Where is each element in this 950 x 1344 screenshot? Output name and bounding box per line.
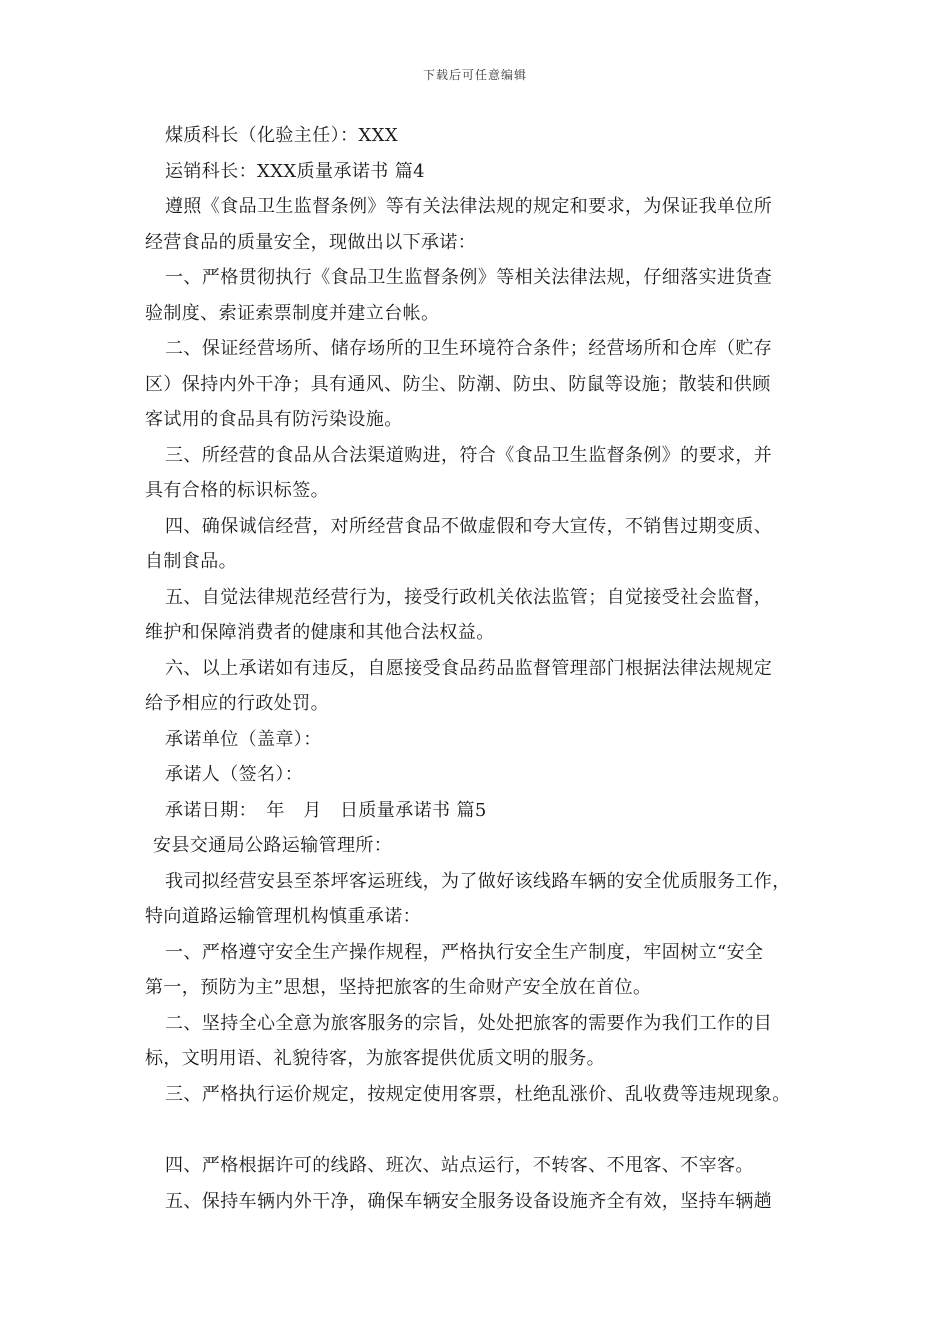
paragraph-line: 特向道路运输管理机构慎重承诺： (145, 906, 421, 927)
paragraph-line: 安县交通局公路运输管理所： (153, 835, 393, 856)
paragraph-line: 给予相应的行政处罚。 (145, 693, 329, 714)
paragraph-line: 五、保持车辆内外干净，确保车辆安全服务设备设施齐全有效，坚持车辆趟 (165, 1190, 773, 1212)
paragraph-line: 自制食品。 (145, 551, 237, 572)
paragraph-line: 一、严格遵守安全生产操作规程，严格执行安全生产制度，牢固树立“安全 (165, 941, 764, 963)
paragraph-line: 承诺单位（盖章）： (165, 728, 322, 750)
paragraph-line: 运销科长：XXX质量承诺书 篇4 (165, 160, 426, 182)
paragraph-line: 维护和保障消费者的健康和其他合法权益。 (145, 622, 495, 643)
paragraph-line: 具有合格的标识标签。 (145, 480, 329, 501)
paragraph-line: 标，文明用语、礼貌待客，为旅客提供优质文明的服务。 (145, 1048, 605, 1069)
paragraph-line: 煤质科长（化验主任）：XXX (165, 125, 399, 146)
paragraph-line: 客试用的食品具有防污染设施。 (145, 409, 403, 430)
page-header: 下载后可任意编辑 (422, 68, 527, 82)
paragraph-line: 区）保持内外干净；具有通风、防尘、防潮、防虫、防鼠等设施；散装和供顾 (145, 373, 771, 395)
paragraph-line: 验制度、索证索票制度并建立台帐。 (145, 302, 440, 324)
paragraph-line: 承诺日期： 年 月 日质量承诺书 篇5 (165, 799, 487, 821)
paragraph-line: 承诺人（签名）： (165, 764, 304, 785)
document-body (145, 118, 825, 1219)
paragraph-line: 三、所经营的食品从合法渠道购进，符合《食品卫生监督条例》的要求，并 (165, 444, 773, 466)
paragraph-line: 六、以上承诺如有违反，自愿接受食品药品监督管理部门根据法律法规规定 (165, 657, 773, 679)
paragraph-line: 三、严格执行运价规定，按规定使用客票，杜绝乱涨价、乱收费等违规现象。 (165, 1083, 791, 1105)
blank-line (145, 1112, 825, 1148)
paragraph-line: 二、保证经营场所、储存场所的卫生环境符合条件；经营场所和仓库（贮存 (165, 338, 773, 359)
paragraph-line: 一、严格贯彻执行《食品卫生监督条例》等相关法律法规，仔细落实进货查 (165, 267, 773, 288)
paragraph-line: 经营食品的质量安全，现做出以下承诺： (145, 231, 477, 253)
paragraph-line: 遵照《食品卫生监督条例》等有关法律法规的规定和要求，为保证我单位所 (165, 196, 773, 217)
paragraph-line: 四、严格根据许可的线路、班次、站点运行，不转客、不甩客、不宰客。 (165, 1155, 754, 1176)
paragraph-line: 五、自觉法律规范经营行为，接受行政机关依法监管；自觉接受社会监督， (165, 586, 773, 608)
paragraph-line: 二、坚持全心全意为旅客服务的宗旨，处处把旅客的需要作为我们工作的目 (165, 1012, 773, 1034)
paragraph-line: 我司拟经营安县至茶坪客运班线，为了做好该线路车辆的安全优质服务工作， (165, 870, 791, 892)
paragraph-line: 第一，预防为主”思想，坚持把旅客的生命财产安全放在首位。 (145, 977, 652, 998)
paragraph-line: 四、确保诚信经营，对所经营食品不做虚假和夸大宣传，不销售过期变质、 (165, 515, 773, 537)
